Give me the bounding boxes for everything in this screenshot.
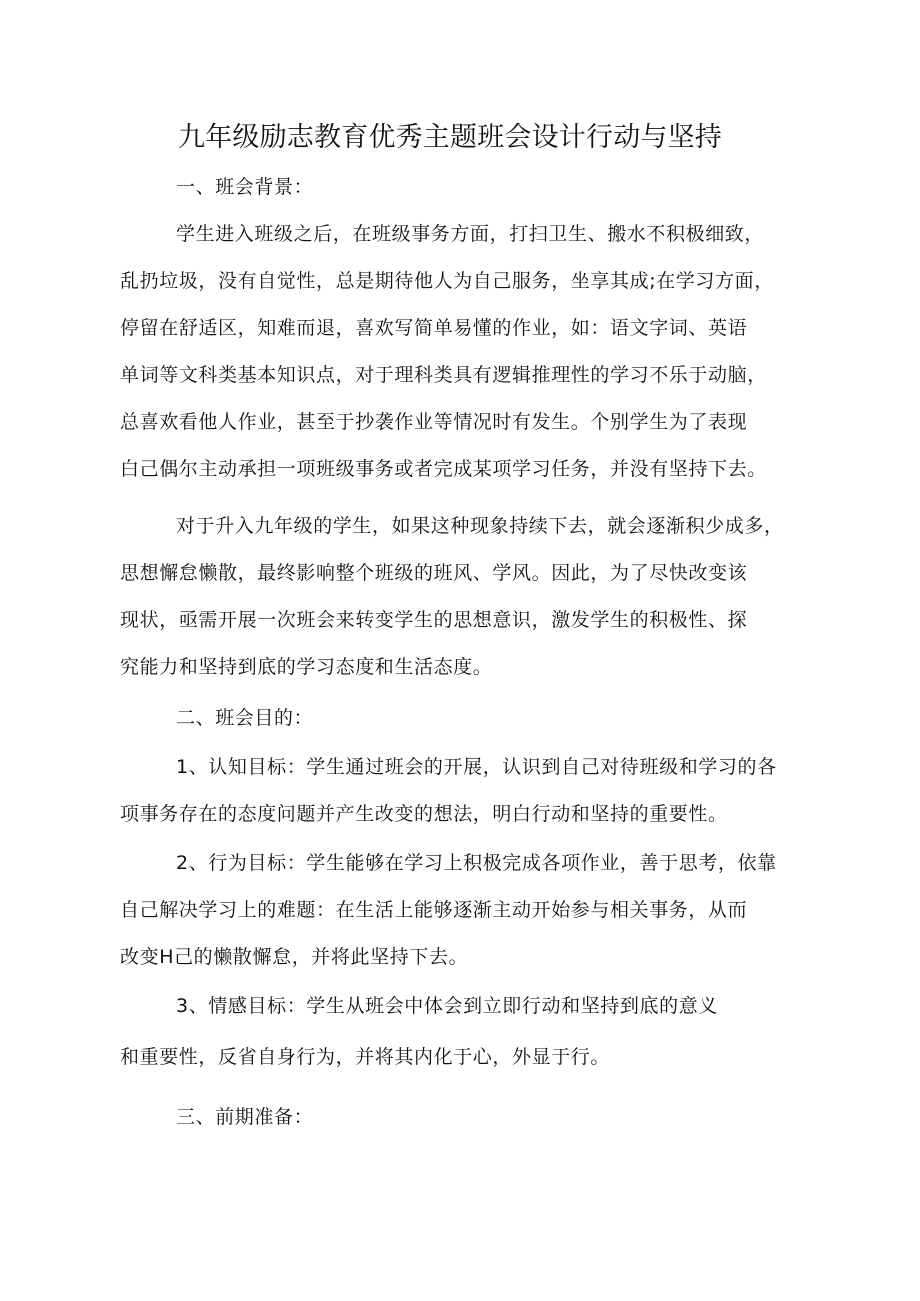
section-heading-purpose: 二、班会目的： <box>176 707 314 729</box>
goal-line: 自己解决学习上的难题：在生活上能够逐渐主动开始参与相关事务，从而 <box>120 899 748 921</box>
goal-line: 改变H己的懒散懈怠，并将此坚持下去。 <box>120 946 469 968</box>
goal-line: 3、情感目标：学生从班会中体会到立即行动和坚持到底的意义 <box>176 995 718 1017</box>
goal-line: 1、认知目标：学生通过班会的开展，认识到自己对待班级和学习的各 <box>176 756 777 778</box>
section-heading-background: 一、班会背景： <box>176 176 314 198</box>
goal-line: 和重要性，反省自身行为，并将其内化于心，外显于行。 <box>120 1046 611 1068</box>
paragraph-line: 停留在舒适区，知难而退，喜欢写简单易懂的作业，如：语文字词、英语 <box>120 317 748 339</box>
paragraph-line: 对于升入九年级的学生，如果这种现象持续下去，就会逐渐积少成多， <box>176 515 784 537</box>
paragraph-line: 究能力和坚持到底的学习态度和生活态度。 <box>120 656 493 678</box>
paragraph-line: 学生进入班级之后，在班级事务方面，打扫卫生、搬水不积极细致， <box>176 223 765 245</box>
section-heading-preparation: 三、前期准备： <box>176 1106 314 1128</box>
paragraph-line: 单词等文科类基本知识点，对于理科类具有逻辑推理性的学习不乐于动脑， <box>120 364 767 386</box>
paragraph-line: 现状，亟需开展一次班会来转变学生的思想意识，激发学生的积极性、探 <box>120 609 748 631</box>
paragraph-line: 思想懈怠懒散，最终影响整个班级的班风、学风。因此，为了尽快改变该 <box>120 562 748 584</box>
paragraph-line: 总喜欢看他人作业，甚至于抄袭作业等情况时有发生。个别学生为了表现 <box>120 411 748 433</box>
paragraph-line: 白己偶尔主动承担一项班级事务或者完成某项学习任务，并没有坚持下去。 <box>120 458 767 480</box>
goal-line: 项事务存在的态度问题并产生改变的想法，明白行动和坚持的重要性。 <box>120 803 728 825</box>
goal-line: 2、行为目标：学生能够在学习上积极完成各项作业，善于思考，依靠 <box>176 852 777 874</box>
document-title: 九年级励志教育优秀主题班会设计行动与坚持 <box>178 122 722 153</box>
paragraph-line: 乱扔垃圾，没有自觉性，总是期待他人为自己服务，坐享其成;在学习方面， <box>120 270 774 292</box>
